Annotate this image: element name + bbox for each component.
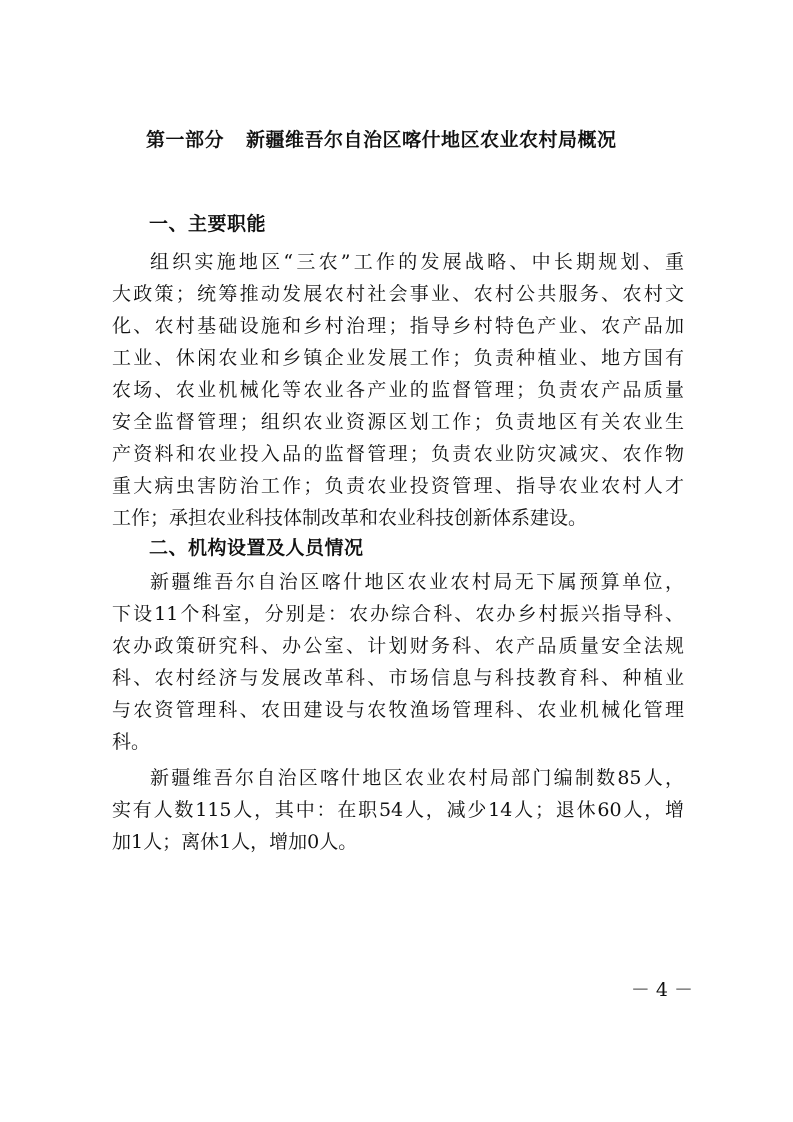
paragraph-line: 新疆维吾尔自治区喀什地区农业农村局部门编制数85人， — [150, 767, 684, 789]
paragraph-line: 与农资管理科、农田建设与农牧渔场管理科、农业机械化管理 — [112, 699, 684, 721]
title-part-label: 第一部分 — [146, 129, 225, 151]
paragraph-line: 工作；承担农业科技体制改革和农业科技创新体系建设。 — [112, 507, 588, 529]
page-title — [146, 126, 706, 154]
paragraph-line: 产资料和农业投入品的监督管理；负责农业防灾减灾、农作物 — [112, 443, 684, 465]
paragraph-line: 新疆维吾尔自治区喀什地区农业农村局无下属预算单位， — [150, 571, 684, 593]
functions-paragraph — [112, 246, 684, 534]
organization-paragraph — [112, 566, 684, 758]
paragraph-line: 下设11个科室，分别是：农办综合科、农办乡村振兴指导科、 — [112, 603, 684, 625]
paragraph-line: 工业、休闲农业和乡镇企业发展工作；负责种植业、地方国有 — [112, 347, 684, 369]
paragraph-line: 安全监督管理；组织农业资源区划工作；负责地区有关农业生 — [112, 411, 684, 433]
page-number: － 4 － — [630, 979, 693, 1001]
paragraph-line: 大政策；统筹推动发展农村社会事业、农村公共服务、农村文 — [112, 283, 684, 305]
paragraph-line: 科、农村经济与发展改革科、市场信息与科技教育科、种植业 — [112, 667, 684, 689]
paragraph-line: 加1人；离休1人，增加0人。 — [112, 831, 358, 853]
paragraph-line: 科。 — [112, 731, 151, 753]
section-heading-organization: 二、机构设置及人员情况 — [149, 537, 364, 559]
paragraph-line: 农办政策研究科、办公室、计划财务科、农产品质量安全法规 — [112, 635, 684, 657]
paragraph-line: 组织实施地区“三农”工作的发展战略、中长期规划、重 — [150, 251, 684, 273]
staffing-paragraph — [112, 762, 684, 858]
title-text: 新疆维吾尔自治区喀什地区农业农村局概况 — [246, 129, 617, 151]
paragraph-line: 重大病虫害防治工作；负责农业投资管理、指导农业农村人才 — [112, 475, 684, 497]
section-heading-functions: 一、主要职能 — [149, 213, 267, 235]
paragraph-line: 农场、农业机械化等农业各产业的监督管理；负责农产品质量 — [112, 379, 684, 401]
paragraph-line: 化、农村基础设施和乡村治理；指导乡村特色产业、农产品加 — [112, 315, 684, 337]
paragraph-line: 实有人数115人，其中：在职54人，减少14人；退休60人，增 — [112, 799, 684, 821]
